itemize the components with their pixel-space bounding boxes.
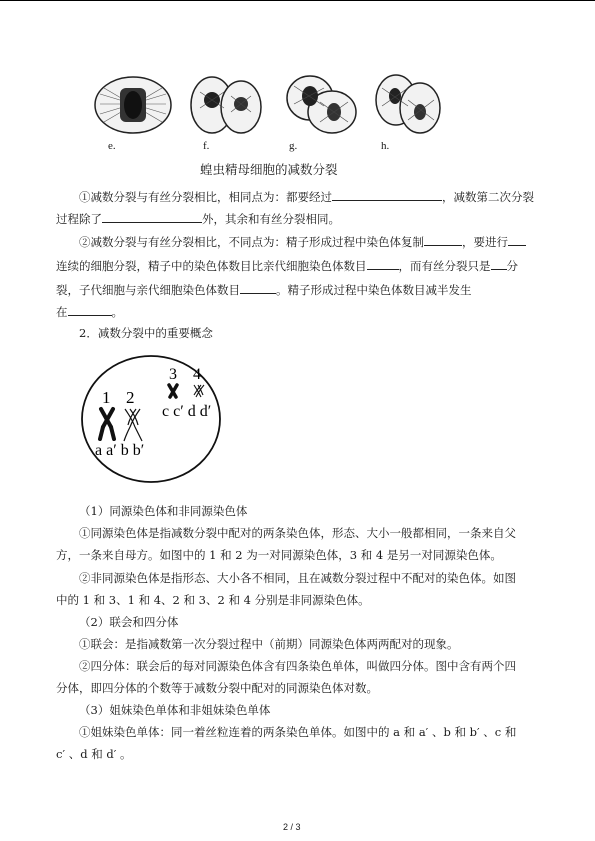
figure-label-g: g. xyxy=(289,140,298,152)
answer-blank xyxy=(424,233,462,246)
sub3-p1-line1: ①姐妹染色单体：同一着丝粒连着的两条染色单体。如图中的 a 和 a′ 、b 和 b′ 、c 和 xyxy=(79,725,517,739)
answer-blank xyxy=(68,303,112,316)
sub3-p1-line2: c′ 、d 和 d′ 。 xyxy=(56,747,132,761)
top-rule xyxy=(0,0,595,1)
figure-label-h: h. xyxy=(381,140,390,152)
cell-figure-f xyxy=(188,74,264,136)
text: 外，其余和有丝分裂相同。 xyxy=(202,212,340,226)
answer-blank xyxy=(367,257,399,270)
answer-blank xyxy=(332,188,442,201)
sister-chromatid-labels-cd: c c′ d d′ xyxy=(162,403,212,420)
answer-blank xyxy=(240,281,276,294)
sister-chromatid-labels-ab: a a′ b b′ xyxy=(95,442,145,459)
para2-line2 xyxy=(56,257,518,274)
text: ，减数第二次分裂 xyxy=(442,190,534,204)
text: 。 xyxy=(111,305,123,319)
figure-caption: 蝗虫精母细胞的减数分裂 xyxy=(200,162,338,177)
para2-line1 xyxy=(79,233,526,250)
answer-blank xyxy=(102,210,202,223)
sub1-p2-line2: 中的 1 和 3、1 和 4、2 和 3、2 和 4 分别是非同源染色体。 xyxy=(56,593,370,607)
figure-label-e: e. xyxy=(108,140,116,152)
sub2-p2-line2: 分体，即四分体的个数等于减数分裂中配对的同源染色体对数。 xyxy=(56,681,378,695)
answer-blank xyxy=(508,233,526,246)
text: ①减数分裂与有丝分裂相比，相同点为：都要经过 xyxy=(79,190,332,204)
answer-blank xyxy=(491,257,507,270)
chromosome-diagram xyxy=(80,355,222,485)
section2-title: 2．减数分裂中的重要概念 xyxy=(79,326,213,340)
sub2-p1: ①联会：是指减数第一次分裂过程中（前期）同源染色体两两配对的现象。 xyxy=(79,637,459,651)
text: ，而有丝分裂只是 xyxy=(398,259,491,273)
chromosome-number-2: 2 xyxy=(126,388,135,407)
sub2-p2-line1: ②四分体：联会后的每对同源染色体含有四条染色单体，叫做四分体。图中含有两个四 xyxy=(79,659,516,673)
cell-figure-e xyxy=(92,74,174,136)
sub1-title: （1）同源染色体和非同源染色体 xyxy=(79,504,248,518)
text: 分 xyxy=(506,259,518,273)
cell-figure-g xyxy=(284,72,360,136)
page-number: 2 / 3 xyxy=(283,822,301,832)
para2-line3 xyxy=(56,281,472,298)
sub1-p1-line2: 方，一条来自母方。如图中的 1 和 2 为一对同源染色体，3 和 4 是另一对同源染色体。 xyxy=(56,548,502,562)
text: 。精子形成过程中染色体数目减半发生 xyxy=(276,283,472,297)
figure-label-f: f. xyxy=(203,140,210,152)
chromosome-number-3: 3 xyxy=(169,366,177,383)
sub1-p1-line1: ①同源染色体是指减数分裂中配对的两条染色体，形态、大小一般都相同，一条来自父 xyxy=(79,526,516,540)
chromosome-number-4: 4 xyxy=(193,366,201,383)
text: 连续的细胞分裂，精子中的染色体数目比亲代细胞染色体数目 xyxy=(56,259,367,273)
text: ②减数分裂与有丝分裂相比，不同点为：精子形成过程中染色体复制 xyxy=(79,235,424,249)
para1-line2 xyxy=(56,210,340,227)
cell-figure-h xyxy=(374,72,442,136)
text: 过程除了 xyxy=(56,212,102,226)
text: 在 xyxy=(56,305,68,319)
chromosome-number-1: 1 xyxy=(102,388,111,407)
text: ，要进行 xyxy=(462,235,508,249)
sub3-title: （3）姐妹染色单体和非姐妹染色单体 xyxy=(79,703,271,717)
text: 裂，子代细胞与亲代细胞染色体数目 xyxy=(56,283,240,297)
para2-line4 xyxy=(56,303,123,320)
para1-line1 xyxy=(79,188,534,205)
sub2-title: （2）联会和四分体 xyxy=(79,615,179,629)
sub1-p2-line1: ②非同源染色体是指形态、大小各不相同，且在减数分裂过程中不配对的染色体。如图 xyxy=(79,571,516,585)
